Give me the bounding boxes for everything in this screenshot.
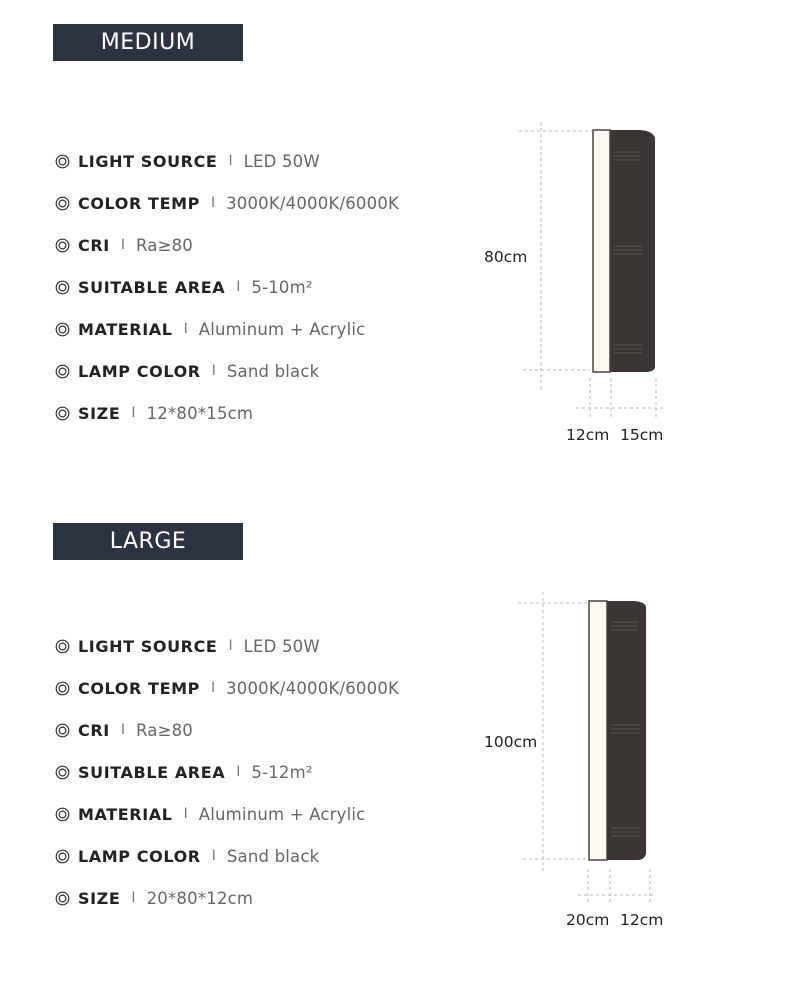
dimension-diagram-large (470, 494, 700, 988)
section-large (0, 494, 790, 988)
spec-label: LIGHT SOURCE (78, 151, 218, 171)
spec-label: COLOR TEMP (78, 193, 200, 213)
double-circle-icon (55, 765, 70, 780)
spec-label: LIGHT SOURCE (78, 636, 218, 656)
double-circle-icon (55, 154, 70, 169)
spec-row (55, 760, 313, 784)
spec-label: SIZE (78, 403, 121, 423)
spec-separator: I (120, 237, 125, 253)
double-circle-icon (55, 849, 70, 864)
spec-row (55, 844, 319, 868)
size-banner-large: LARGE (53, 523, 243, 560)
spec-label: CRI (78, 235, 110, 255)
double-circle-icon (55, 322, 70, 337)
double-circle-icon (55, 807, 70, 822)
spec-value: LED 50W (243, 151, 320, 171)
height-dimension: 80cm (484, 248, 528, 266)
double-circle-icon (55, 723, 70, 738)
spec-separator: I (236, 279, 241, 295)
spec-row (55, 401, 253, 425)
spec-row (55, 275, 313, 299)
double-circle-icon (55, 891, 70, 906)
spec-separator: I (236, 764, 241, 780)
spec-separator: I (183, 806, 188, 822)
height-dimension: 100cm (484, 733, 538, 751)
spec-label: SIZE (78, 888, 121, 908)
spec-row (55, 233, 193, 257)
depth-dimension: 12cm (620, 911, 664, 929)
spec-separator: I (228, 638, 233, 654)
spec-row (55, 191, 399, 215)
spec-separator: I (211, 363, 216, 379)
width-dimension: 12cm (566, 426, 610, 444)
spec-separator: I (210, 680, 216, 696)
spec-value: 5-12m² (251, 762, 313, 782)
spec-row (55, 634, 320, 658)
spec-label: LAMP COLOR (78, 846, 201, 866)
spec-value: 5-10m² (251, 277, 313, 297)
spec-value: LED 50W (243, 636, 320, 656)
spec-label: LAMP COLOR (78, 361, 201, 381)
spec-value: Sand black (226, 846, 320, 866)
double-circle-icon (55, 364, 70, 379)
size-banner-medium: MEDIUM (53, 24, 243, 61)
spec-value: 3000K/4000K/6000K (226, 678, 400, 698)
spec-row (55, 802, 365, 826)
spec-separator: I (120, 722, 125, 738)
lamp-body (589, 601, 646, 860)
double-circle-icon (55, 280, 70, 295)
spec-value: Ra≥80 (135, 720, 194, 740)
spec-label: MATERIAL (78, 319, 173, 339)
spec-label: MATERIAL (78, 804, 173, 824)
depth-dimension: 15cm (620, 426, 664, 444)
spec-value: Ra≥80 (135, 235, 194, 255)
spec-row (55, 317, 365, 341)
double-circle-icon (55, 639, 70, 654)
spec-value: 20*80*12cm (146, 888, 254, 908)
spec-separator: I (228, 153, 233, 169)
double-circle-icon (55, 681, 70, 696)
spec-value: 12*80*15cm (146, 403, 254, 423)
spec-label: SUITABLE AREA (78, 762, 226, 782)
double-circle-icon (55, 406, 70, 421)
spec-row (55, 676, 399, 700)
spec-row (55, 718, 193, 742)
dimension-diagram-medium (470, 0, 700, 494)
spec-separator: I (131, 405, 136, 421)
spec-separator: I (211, 848, 216, 864)
double-circle-icon (55, 196, 70, 211)
spec-row (55, 149, 320, 173)
width-dimension: 20cm (566, 911, 610, 929)
spec-separator: I (183, 321, 188, 337)
lamp-diagram (470, 0, 700, 494)
spec-value: Aluminum + Acrylic (198, 319, 366, 339)
spec-value: 3000K/4000K/6000K (226, 193, 400, 213)
spec-separator: I (210, 195, 216, 211)
spec-row (55, 359, 319, 383)
spec-value: Aluminum + Acrylic (198, 804, 366, 824)
lamp-body (593, 130, 655, 372)
spec-label: COLOR TEMP (78, 678, 200, 698)
spec-label: SUITABLE AREA (78, 277, 226, 297)
double-circle-icon (55, 238, 70, 253)
spec-value: Sand black (226, 361, 320, 381)
spec-row (55, 886, 253, 910)
spec-separator: I (131, 890, 136, 906)
spec-label: CRI (78, 720, 110, 740)
